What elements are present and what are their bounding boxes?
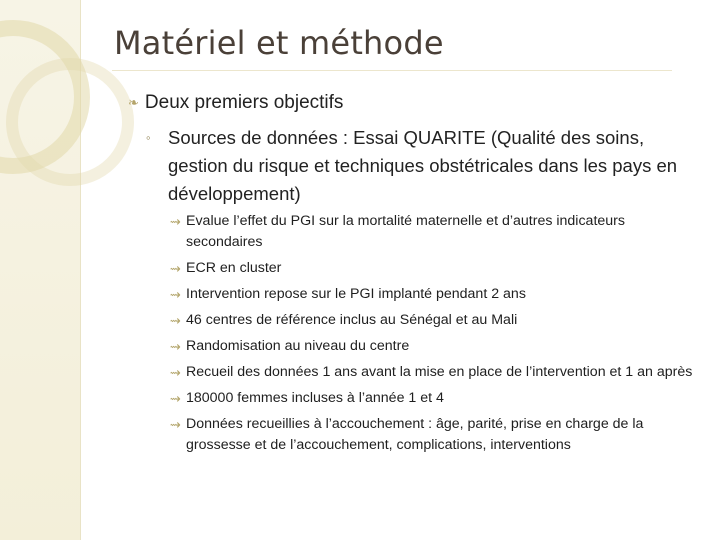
arrow-bullet-icon: ⇝ (170, 339, 181, 354)
list-item-text: Recueil des données 1 ans avant la mise en place de l’intervention et 1 an après (186, 364, 693, 380)
list-item (170, 336, 700, 357)
circle-bullet-icon: ◦ (146, 130, 151, 145)
list-item (170, 310, 700, 331)
list-item (170, 211, 700, 253)
level1-text: Deux premiers objectifs (144, 92, 344, 113)
decorative-circle (6, 58, 134, 186)
slide-title: Matériel et méthode (114, 24, 444, 62)
decorative-side-band (0, 0, 81, 540)
level2-item (146, 124, 686, 208)
list-item (170, 284, 700, 305)
list-item-text: ECR en cluster (186, 260, 282, 276)
list-item (170, 258, 700, 279)
arrow-bullet-icon: ⇝ (170, 261, 181, 276)
list-item-text: Randomisation au niveau du centre (186, 338, 410, 354)
arrow-bullet-icon: ⇝ (170, 214, 181, 229)
level1-item (128, 92, 343, 114)
list-item (170, 414, 700, 456)
list-item-text: Données recueillies à l’accouchement : âge, parité, prise en charge de la grossesse et de l’accouchement, complications, interventions (186, 416, 644, 453)
list-item (170, 362, 700, 383)
arrow-bullet-icon: ⇝ (170, 365, 181, 380)
list-item-text: 180000 femmes incluses à l’année 1 et 4 (186, 390, 444, 406)
arrow-bullet-icon: ⇝ (170, 313, 181, 328)
bullet-list (170, 211, 700, 461)
arrow-bullet-icon: ⇝ (170, 417, 181, 432)
list-item-text: 46 centres de référence inclus au Sénégal et au Mali (186, 312, 518, 328)
list-item-text: Evalue l’effet du PGI sur la mortalité maternelle et d’autres indicateurs secondaires (186, 213, 625, 250)
title-divider (112, 70, 672, 71)
arrow-bullet-icon: ⇝ (170, 391, 181, 406)
decorative-bullet-icon: ❧ (128, 95, 139, 110)
level2-text: Sources de données : Essai QUARITE (Qualité des soins, gestion du risque et techniques obstétricales dans les pays en développement) (168, 127, 678, 204)
list-item-text: Intervention repose sur le PGI implanté pendant 2 ans (186, 286, 526, 302)
arrow-bullet-icon: ⇝ (170, 287, 181, 302)
list-item (170, 388, 700, 409)
